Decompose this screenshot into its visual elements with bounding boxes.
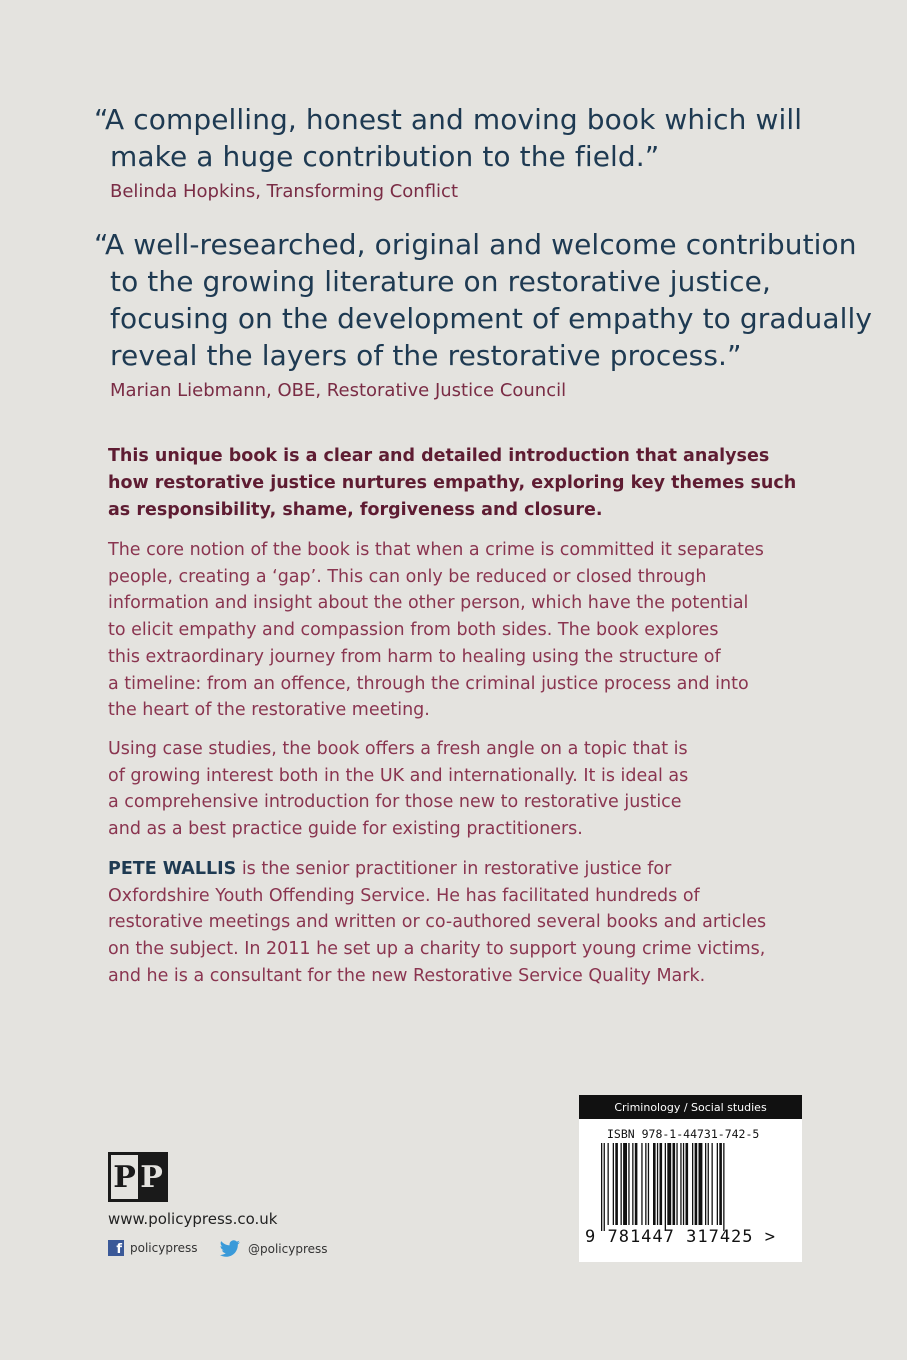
- intro-paragraph: [108, 443, 796, 524]
- barcode-bar: [613, 1143, 614, 1225]
- barcode-bar: [665, 1143, 666, 1231]
- body-line: Using case studies, the book offers a fresh angle on a topic that is: [108, 739, 688, 759]
- barcode-bar: [683, 1143, 684, 1225]
- quote-2-line: focusing on the development of empathy to gradually: [110, 302, 873, 335]
- twitter-link[interactable]: [218, 1240, 328, 1258]
- barcode-bar: [657, 1143, 658, 1225]
- barcode-bar: [667, 1143, 671, 1225]
- barcode-bar: [717, 1143, 718, 1225]
- quote-1-attribution: Belinda Hopkins, Transforming Conflict: [110, 181, 459, 202]
- barcode-bar: [699, 1143, 703, 1225]
- barcode-bar: [712, 1143, 713, 1225]
- barcode-bar: [676, 1143, 677, 1225]
- facebook-icon: f: [108, 1240, 124, 1256]
- barcode-bar: [645, 1143, 646, 1225]
- author-name: PETE WALLIS: [108, 859, 237, 879]
- body-line: a comprehensive introduction for those new to restorative justice: [108, 792, 682, 813]
- barcode-bar: [660, 1143, 663, 1225]
- logo-left-letter: P: [111, 1155, 138, 1199]
- barcode-bar: [601, 1143, 602, 1231]
- publisher-website[interactable]: www.policypress.co.uk: [108, 1210, 278, 1228]
- facebook-handle: policypress: [130, 1241, 198, 1255]
- author-bio: [108, 856, 766, 990]
- quote-2-line: reveal the layers of the restorative process.”: [110, 339, 742, 372]
- barcode-bar: [719, 1143, 722, 1225]
- logo-right-letter: P: [138, 1155, 165, 1199]
- barcode-bar: [604, 1143, 605, 1231]
- body-line: The core notion of the book is that when a crime is committed it separates: [108, 540, 764, 560]
- body-line: a timeline: from an offence, through the criminal justice process and into: [108, 673, 749, 694]
- intro-line: This unique book is a clear and detailed introduction that analyses: [108, 446, 770, 466]
- quote-2-line: to the growing literature on restorative justice,: [110, 265, 771, 298]
- body-line: and as a best practice guide for existing practitioners.: [108, 819, 583, 840]
- quote-2: [94, 226, 872, 374]
- author-bio-text: is the senior practitioner in restorative justice for: [236, 859, 672, 879]
- author-bio-line: and he is a consultant for the new Restorative Service Quality Mark.: [108, 965, 706, 986]
- body-line: information and insight about the other person, which have the potential: [108, 593, 749, 614]
- twitter-bird-icon: [218, 1240, 242, 1258]
- body-paragraph-2: [108, 736, 688, 843]
- barcode-bar: [680, 1143, 681, 1225]
- barcode-bar: [695, 1143, 698, 1225]
- body-line: of growing interest both in the UK and internationally. It is ideal as: [108, 765, 689, 786]
- barcode-bar: [632, 1143, 633, 1225]
- policy-press-logo: [108, 1152, 168, 1202]
- body-line: the heart of the restorative meeting.: [108, 700, 430, 721]
- quote-1: [94, 101, 802, 175]
- author-bio-first-line: [108, 856, 766, 883]
- barcode-bar: [673, 1143, 676, 1225]
- barcode-icon: [601, 1143, 771, 1233]
- body-line: this extraordinary journey from harm to healing using the structure of: [108, 646, 721, 667]
- quote-2-attribution: Marian Liebmann, OBE, Restorative Justice Council: [110, 380, 567, 401]
- barcode-bar: [615, 1143, 618, 1225]
- barcode-bar: [723, 1143, 724, 1231]
- barcode-bar: [621, 1143, 622, 1225]
- barcode-digits: 9 781447 317425 >: [585, 1227, 776, 1247]
- category-label: Criminology / Social studies: [579, 1095, 802, 1119]
- intro-line: how restorative justice nurtures empathy, exploring key themes such: [108, 473, 797, 493]
- body-paragraph-1: [108, 537, 764, 724]
- barcode-bar: [648, 1143, 649, 1225]
- isbn-label: ISBN 978-1-44731-742-5: [607, 1127, 760, 1141]
- barcode-bar: [692, 1143, 693, 1225]
- barcode-bar: [708, 1143, 709, 1225]
- barcode-bar: [653, 1143, 656, 1225]
- barcode-panel: [579, 1095, 802, 1262]
- author-bio-line: restorative meetings and written or co-authored several books and articles: [108, 912, 767, 933]
- barcode-bar: [623, 1143, 627, 1225]
- intro-line: as responsibility, shame, forgiveness and closure.: [108, 500, 603, 520]
- barcode-bar: [705, 1143, 706, 1225]
- facebook-link[interactable]: [108, 1240, 198, 1256]
- body-line: people, creating a ‘gap’. This can only be reduced or closed through: [108, 566, 707, 587]
- barcode-bar: [641, 1143, 642, 1225]
- barcode-bar: [635, 1143, 638, 1225]
- barcode-bar: [608, 1143, 609, 1225]
- quote-1-line: “A compelling, honest and moving book which will: [94, 103, 803, 136]
- quote-1-line: make a huge contribution to the field.”: [110, 140, 660, 173]
- author-bio-line: on the subject. In 2011 he set up a charity to support young crime victims,: [108, 939, 766, 960]
- twitter-handle: @policypress: [248, 1242, 328, 1256]
- barcode-bar: [628, 1143, 629, 1225]
- author-bio-line: Oxfordshire Youth Offending Service. He has facilitated hundreds of: [108, 885, 700, 906]
- quote-2-line: “A well-researched, original and welcome contribution: [94, 228, 857, 261]
- barcode-bar: [686, 1143, 689, 1225]
- body-line: to elicit empathy and compassion from both sides. The book explores: [108, 620, 719, 641]
